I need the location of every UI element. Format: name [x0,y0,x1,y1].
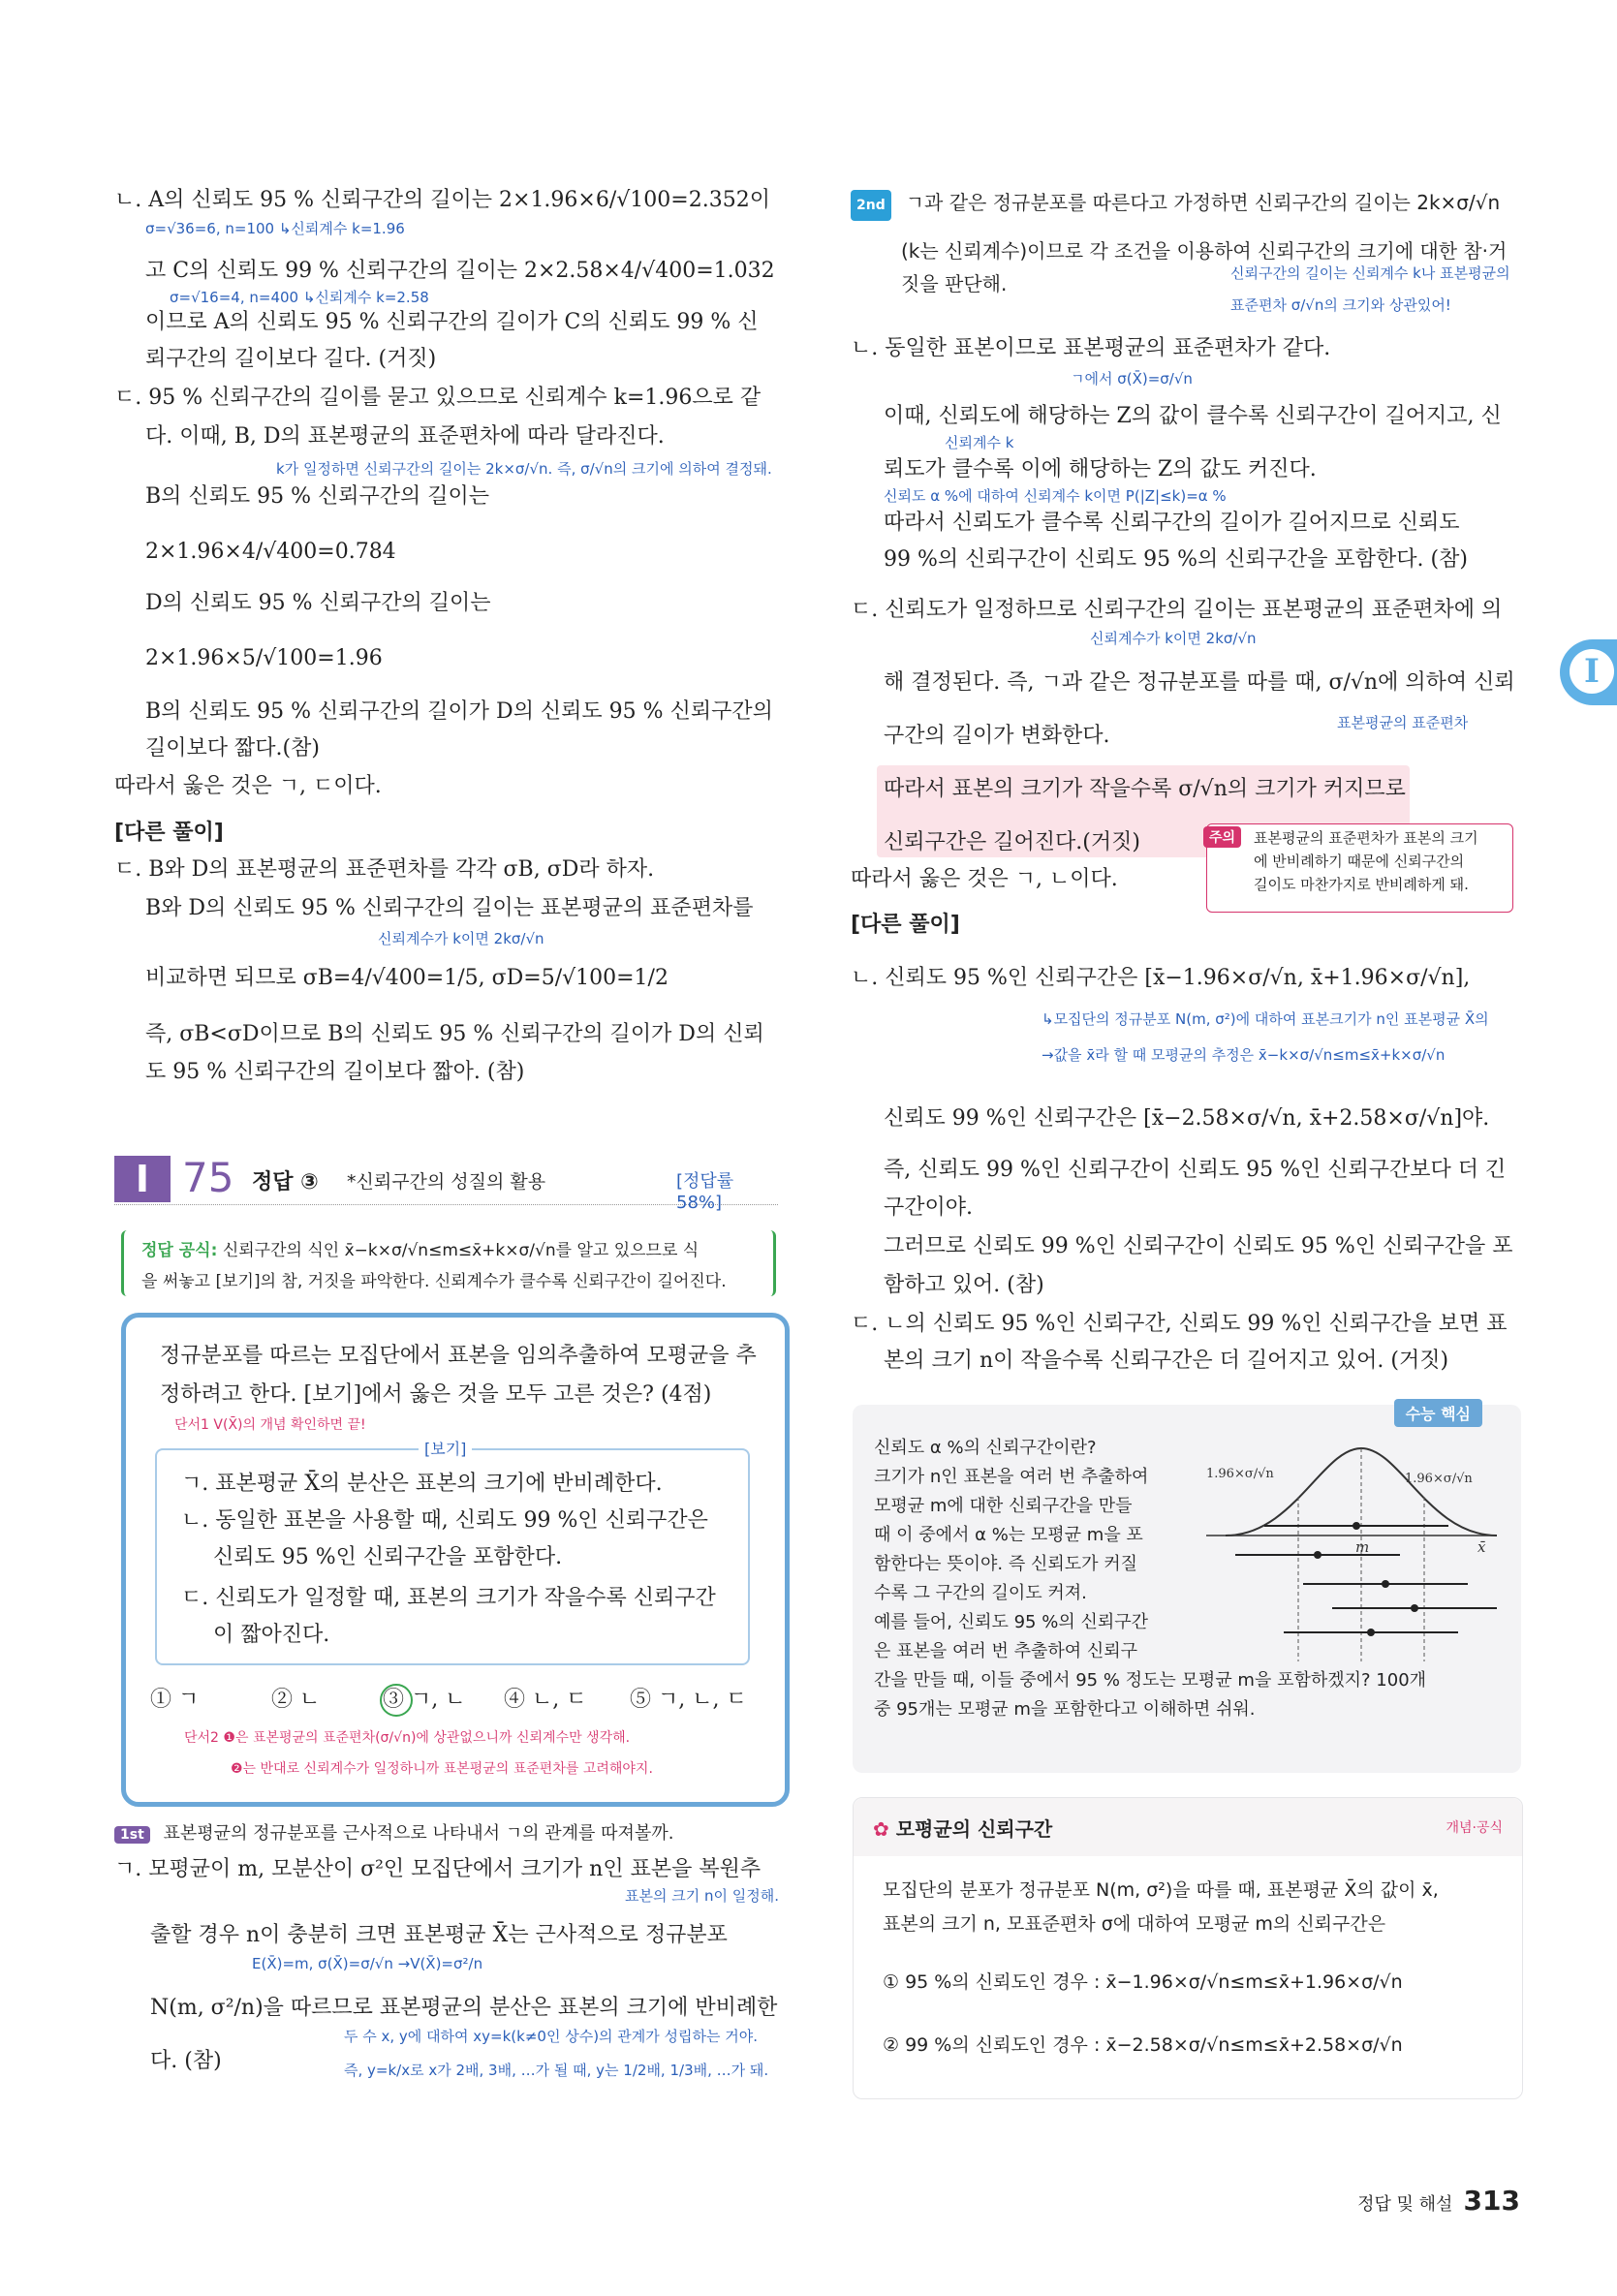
problem-topic: *신뢰구간의 성질의 활용 [347,1171,546,1193]
annotation: σ=√16=4, n=400 ↳신뢰계수 k=2.58 [170,289,429,306]
concept-line-3: ① 95 %의 신뢰도인 경우 : x̄−1.96×σ/√n≤m≤x̄+1.96×σ/√n [883,1971,1403,1993]
text-line: 그러므로 신뢰도 99 %인 신뢰구간이 신뢰도 95 %인 신뢰구간을 포 [884,1234,1513,1258]
text-line: 다. 이때, B, D의 표본평균의 표준편차에 따라 달라진다. [145,424,665,449]
chapter-side-badge: I [1570,649,1614,694]
text-line: D의 신뢰도 95 % 신뢰구간의 길이는 [145,591,491,615]
first-step [114,1819,673,1845]
text-line: ㄷ. 신뢰도가 일정하므로 신뢰구간의 길이는 표본평균의 표준편차에 의 [851,598,1503,622]
equation: 2×1.96×4/√400=0.784 [145,540,396,564]
core-line: 중 95개는 모평균 m을 포함한다고 이해하면 쉬워. [874,1699,1256,1720]
text-line: N(m, σ²/n)을 따르므로 표본평균의 분산은 표본의 크기에 반비례한 [150,1996,778,2020]
annotation: 신뢰구간의 길이는 신뢰계수 k나 표본평균의 [1230,264,1510,282]
text-line: 즉, 신뢰도 99 %인 신뢰구간이 신뢰도 95 %인 신뢰구간보다 더 긴 [884,1158,1507,1182]
annotation: 표본평균의 표준편차 [1337,714,1469,731]
choice-2: ② ㄴ [271,1688,321,1712]
annotation: 즉, y=k/x로 x가 2배, 3배, …가 될 때, y는 1/2배, 1/3배, …가 돼. [344,2062,769,2079]
text-line: 신뢰도 99 %인 신뢰구간은 [x̄−2.58×σ/√n, x̄+2.58×σ/√n]야. [884,1106,1490,1131]
text-line: 출할 경우 n이 충분히 크면 표본평균 X̄는 근사적으로 정규분포 [150,1923,728,1947]
text-line: 본의 크기 n이 작을수록 신뢰구간은 더 길어지고 있어. (거짓) [884,1349,1449,1373]
core-line: 은 표본을 여러 번 추출하여 신뢰구 [874,1641,1138,1661]
text-line: ㄷ. ㄴ의 신뢰도 95 %인 신뢰구간, 신뢰도 99 %인 신뢰구간을 보면 표 [851,1312,1508,1336]
core-line: 모평균 m에 대한 신뢰구간을 만들 [874,1496,1133,1516]
text-line: 따라서 표본의 크기가 작을수록 σ/√n의 크기가 커지므로 [884,777,1406,801]
caution-line-3: 길이도 마찬가지로 반비례하게 돼. [1254,876,1469,893]
annotation: 신뢰계수 k [945,434,1014,451]
caution-tag: 주의 [1203,826,1241,848]
text-line: 다. (참) [150,2049,222,2073]
figure-m-label: m [1355,1538,1370,1556]
text-line: ㄱ과 같은 정규분포를 따른다고 가정하면 신뢰구간의 길이는 2k×σ/√n [905,191,1501,214]
normal-curve-figure [1206,1439,1507,1661]
text-line: 이므로 A의 신뢰도 95 % 신뢰구간의 길이가 C의 신뢰도 99 % 신 [145,310,759,334]
text-line: ㄷ. 95 % 신뢰구간의 길이를 묻고 있으므로 신뢰계수 k=1.96으로 같 [114,386,762,410]
concept-line-1: 모집단의 분포가 정규분포 N(m, σ²)을 따를 때, 표본평균 X̄의 값이 x̄, [883,1879,1439,1901]
bogi-item-1: ㄱ. 표본평균 X̄의 분산은 표본의 크기에 반비례한다. [181,1472,663,1496]
annotation: →값을 x̄라 할 때 모평균의 추정은 x̄−k×σ/√n≤m≤x̄+k×σ/√n [1042,1046,1446,1064]
page-footer [1357,2185,1520,2217]
text-line: ㄱ. 모평균이 m, 모분산이 σ²인 모집단에서 크기가 n인 표본을 복원추 [114,1857,762,1881]
formula-text: 신뢰구간의 식인 x̄−k×σ/√n≤m≤x̄+k×σ/√n를 알고 있으므로 식 [222,1241,700,1260]
page-number: 313 [1463,2185,1520,2217]
text-line: 구간이야. [884,1195,974,1220]
footer-label: 정답 및 해설 [1357,2194,1453,2215]
equation: 2×1.96×5/√100=1.96 [145,646,383,670]
text-line: 99 %의 신뢰구간이 신뢰도 95 %의 신뢰구간을 포함한다. (참) [884,547,1468,572]
annotation: 신뢰도 α %에 대하여 신뢰계수 k이면 P(|Z|≤k)=α % [884,487,1227,505]
annotation: ㄱ에서 σ(X̄)=σ/√n [1071,370,1193,388]
hint-1: 단서1 V(X̄)의 개념 확인하면 끝! [174,1417,366,1433]
text-line: 구간의 길이가 변화한다. [884,724,1110,748]
second-step [851,188,1500,221]
text-line: 뢰도가 클수록 이에 해당하는 Z의 값도 커진다. [884,457,1317,481]
caution-line-1: 표본평균의 표준편차가 표본의 크기 [1254,829,1478,847]
figure-x-label: x̄ [1477,1538,1486,1556]
concept-box [853,1797,1523,2099]
text-line: B의 신뢰도 95 % 신뢰구간의 길이는 [145,484,490,509]
equation: 비교하면 되므로 σB=4/√400=1/5, σD=5/√100=1/2 [145,966,669,990]
text-line: 즉, σB<σD이므로 B의 신뢰도 95 % 신뢰구간의 길이가 D의 신뢰 [145,1022,764,1046]
correct-rate: [정답률 58%] [676,1171,734,1213]
bogi-label: [보기] [419,1437,472,1459]
concept-tag: 개념·공식 [1446,1820,1503,1836]
text-line: 신뢰구간은 길어진다.(거짓) [884,830,1140,854]
concept-line-4: ② 99 %의 신뢰도인 경우 : x̄−2.58×σ/√n≤m≤x̄+2.58×σ/√n [883,2034,1403,2056]
bogi-box [155,1440,750,1665]
first-tag: 1st [114,1826,150,1844]
bogi-item-3b: 이 짧아진다. [213,1623,330,1647]
first-title: 표본평균의 정규분포를 근사적으로 나타내서 ㄱ의 관계를 따져볼까. [163,1823,674,1844]
core-line: 함한다는 뜻이야. 즉 신뢰도가 커질 [874,1554,1138,1574]
question-box [121,1313,790,1807]
annotation: 두 수 x, y에 대하여 xy=k(k≠0인 상수)의 관계가 성립하는 거야. [344,2028,759,2045]
formula-text-2: 을 써놓고 [보기]의 참, 거짓을 파악한다. 신뢰계수가 클수록 신뢰구간이 길어진다. [141,1272,727,1291]
annotation: E(X̄)=m, σ(X̄)=σ/√n →V(X̄)=σ²/n [252,1955,483,1972]
core-line: 신뢰도 α %의 신뢰구간이란? [874,1438,1097,1458]
question-text: 정규분포를 따르는 모집단에서 표본을 임의추출하여 모평균을 추 [160,1344,757,1368]
alt-solution-title: [다른 풀이] [851,913,960,937]
chapter-side-tab [1560,639,1617,705]
bogi-item-3: ㄷ. 신뢰도가 일정할 때, 표본의 크기가 작을수록 신뢰구간 [181,1586,716,1610]
core-box [853,1405,1521,1773]
hint-2b: ❷는 반대로 신뢰계수가 일정하니까 표본평균의 표준편차를 고려해야지. [231,1761,653,1777]
annotation: σ=√36=6, n=100 ↳신뢰계수 k=1.96 [145,220,405,237]
question-text-2: 정하려고 한다. [보기]에서 옳은 것을 모두 고른 것은? (4점) [160,1382,712,1407]
text-line: 따라서 신뢰도가 클수록 신뢰구간의 길이가 길어지므로 신뢰도 [884,511,1460,535]
problem-number: 75 [182,1154,234,1201]
formula-title: 정답 공식: [141,1241,218,1260]
bogi-item-2: ㄴ. 동일한 표본을 사용할 때, 신뢰도 99 %인 신뢰구간은 [181,1508,708,1533]
choice-5: ⑤ ㄱ, ㄴ, ㄷ [630,1688,747,1712]
text-line: 따라서 옳은 것은 ㄱ, ㄷ이다. [114,774,382,798]
text-line: 함하고 있어. (참) [884,1273,1044,1297]
text-line: 도 95 % 신뢰구간의 길이보다 짧아. (참) [145,1060,525,1084]
alt-solution-title: [다른 풀이] [114,821,224,845]
text-line: B의 신뢰도 95 % 신뢰구간의 길이가 D의 신뢰도 95 % 신뢰구간의 [145,699,773,724]
text-line: 따라서 옳은 것은 ㄱ, ㄴ이다. [851,867,1118,891]
concept-line-2: 표본의 크기 n, 모표준편차 σ에 대하여 모평균 m의 신뢰구간은 [883,1913,1386,1935]
second-tag: 2nd [851,190,891,221]
annotation: 표본의 크기 n이 일정해. [625,1887,779,1905]
figure-right-label: 1.96×σ/√n [1405,1472,1473,1486]
core-line: 크기가 n인 표본을 여러 번 추출하여 [874,1467,1149,1487]
choice-1: ① ㄱ [150,1688,200,1712]
text-line: (k는 신뢰계수)이므로 각 조건을 이용하여 신뢰구간의 크기에 대한 참·거 [901,239,1508,263]
text-line: 뢰구간의 길이보다 길다. (거짓) [145,347,437,371]
core-line: 수록 그 구간의 길이도 커져. [874,1583,1087,1603]
text-line: B와 D의 신뢰도 95 % 신뢰구간의 길이는 표본평균의 표준편차를 [145,896,754,920]
formula-box [121,1230,776,1296]
annotation: 신뢰계수가 k이면 2kσ/√n [1090,630,1257,647]
text-line: ㄷ. B와 D의 표본평균의 표준편차를 각각 σB, σD라 하자. [114,857,655,882]
concept-title: ✿ 모평균의 신뢰구간 [873,1817,1053,1841]
annotation: k가 일정하면 신뢰구간의 길이는 2k×σ/√n. 즉, σ/√n의 크기에 의하여 결정돼. [276,460,772,478]
text-line: ㄴ. A의 신뢰도 95 % 신뢰구간의 길이는 2×1.96×6/√100=2.352이 [114,188,770,212]
figure-left-label: 1.96×σ/√n [1206,1467,1274,1481]
core-line: 간을 만들 때, 이들 중에서 95 % 정도는 모평균 m을 포함하겠지? 100개 [874,1670,1427,1691]
text-line: 짓을 판단해. [901,272,1008,295]
hint-2a: 단서2 ❶은 표본평균의 표준편차(σ/√n)에 상관없으니까 신뢰계수만 생각해. [184,1730,631,1746]
core-line: 예를 들어, 신뢰도 95 %의 신뢰구간 [874,1612,1148,1632]
bogi-item-2b: 신뢰도 95 %인 신뢰구간을 포함한다. [213,1545,563,1569]
annotation: 표준편차 σ/√n의 크기와 상관있어! [1230,296,1451,314]
text-line: 이때, 신뢰도에 해당하는 Z의 값이 클수록 신뢰구간이 길어지고, 신 [884,404,1502,428]
text-line: 길이보다 짧다.(참) [145,736,320,760]
text-line: ㄴ. 신뢰도 95 %인 신뢰구간은 [x̄−1.96×σ/√n, x̄+1.96×σ/√n], [851,966,1471,990]
text-line: ㄴ. 동일한 표본이므로 표본평균의 표준편차가 같다. [851,336,1331,360]
problem-header [114,1154,778,1213]
core-line: 때 이 중에서 α %는 모평균 m을 포 [874,1525,1143,1545]
choice-4: ④ ㄴ, ㄷ [504,1688,587,1712]
caution-box [1206,823,1513,913]
flower-icon: ✿ [873,1817,889,1841]
answer-circle [380,1684,413,1717]
chapter-badge: I [114,1156,171,1202]
annotation: ↳모집단의 정규분포 N(m, σ²)에 대하여 표본크기가 n인 표본평균 X̄의 [1042,1010,1489,1028]
choice-3: ③ ㄱ, ㄴ [383,1688,466,1712]
core-tag: 수능 핵심 [1394,1399,1482,1427]
answer-label: 정답 ③ [252,1170,319,1195]
annotation: 신뢰계수가 k이면 2kσ/√n [378,930,544,947]
text-line: 해 결정된다. 즉, ㄱ과 같은 정규분포를 따를 때, σ/√n에 의하여 신뢰 [884,670,1515,695]
text-line: 고 C의 신뢰도 99 % 신뢰구간의 길이는 2×2.58×4/√400=1.032 [145,259,775,283]
caution-line-2: 에 반비례하기 때문에 신뢰구간의 [1254,853,1465,870]
